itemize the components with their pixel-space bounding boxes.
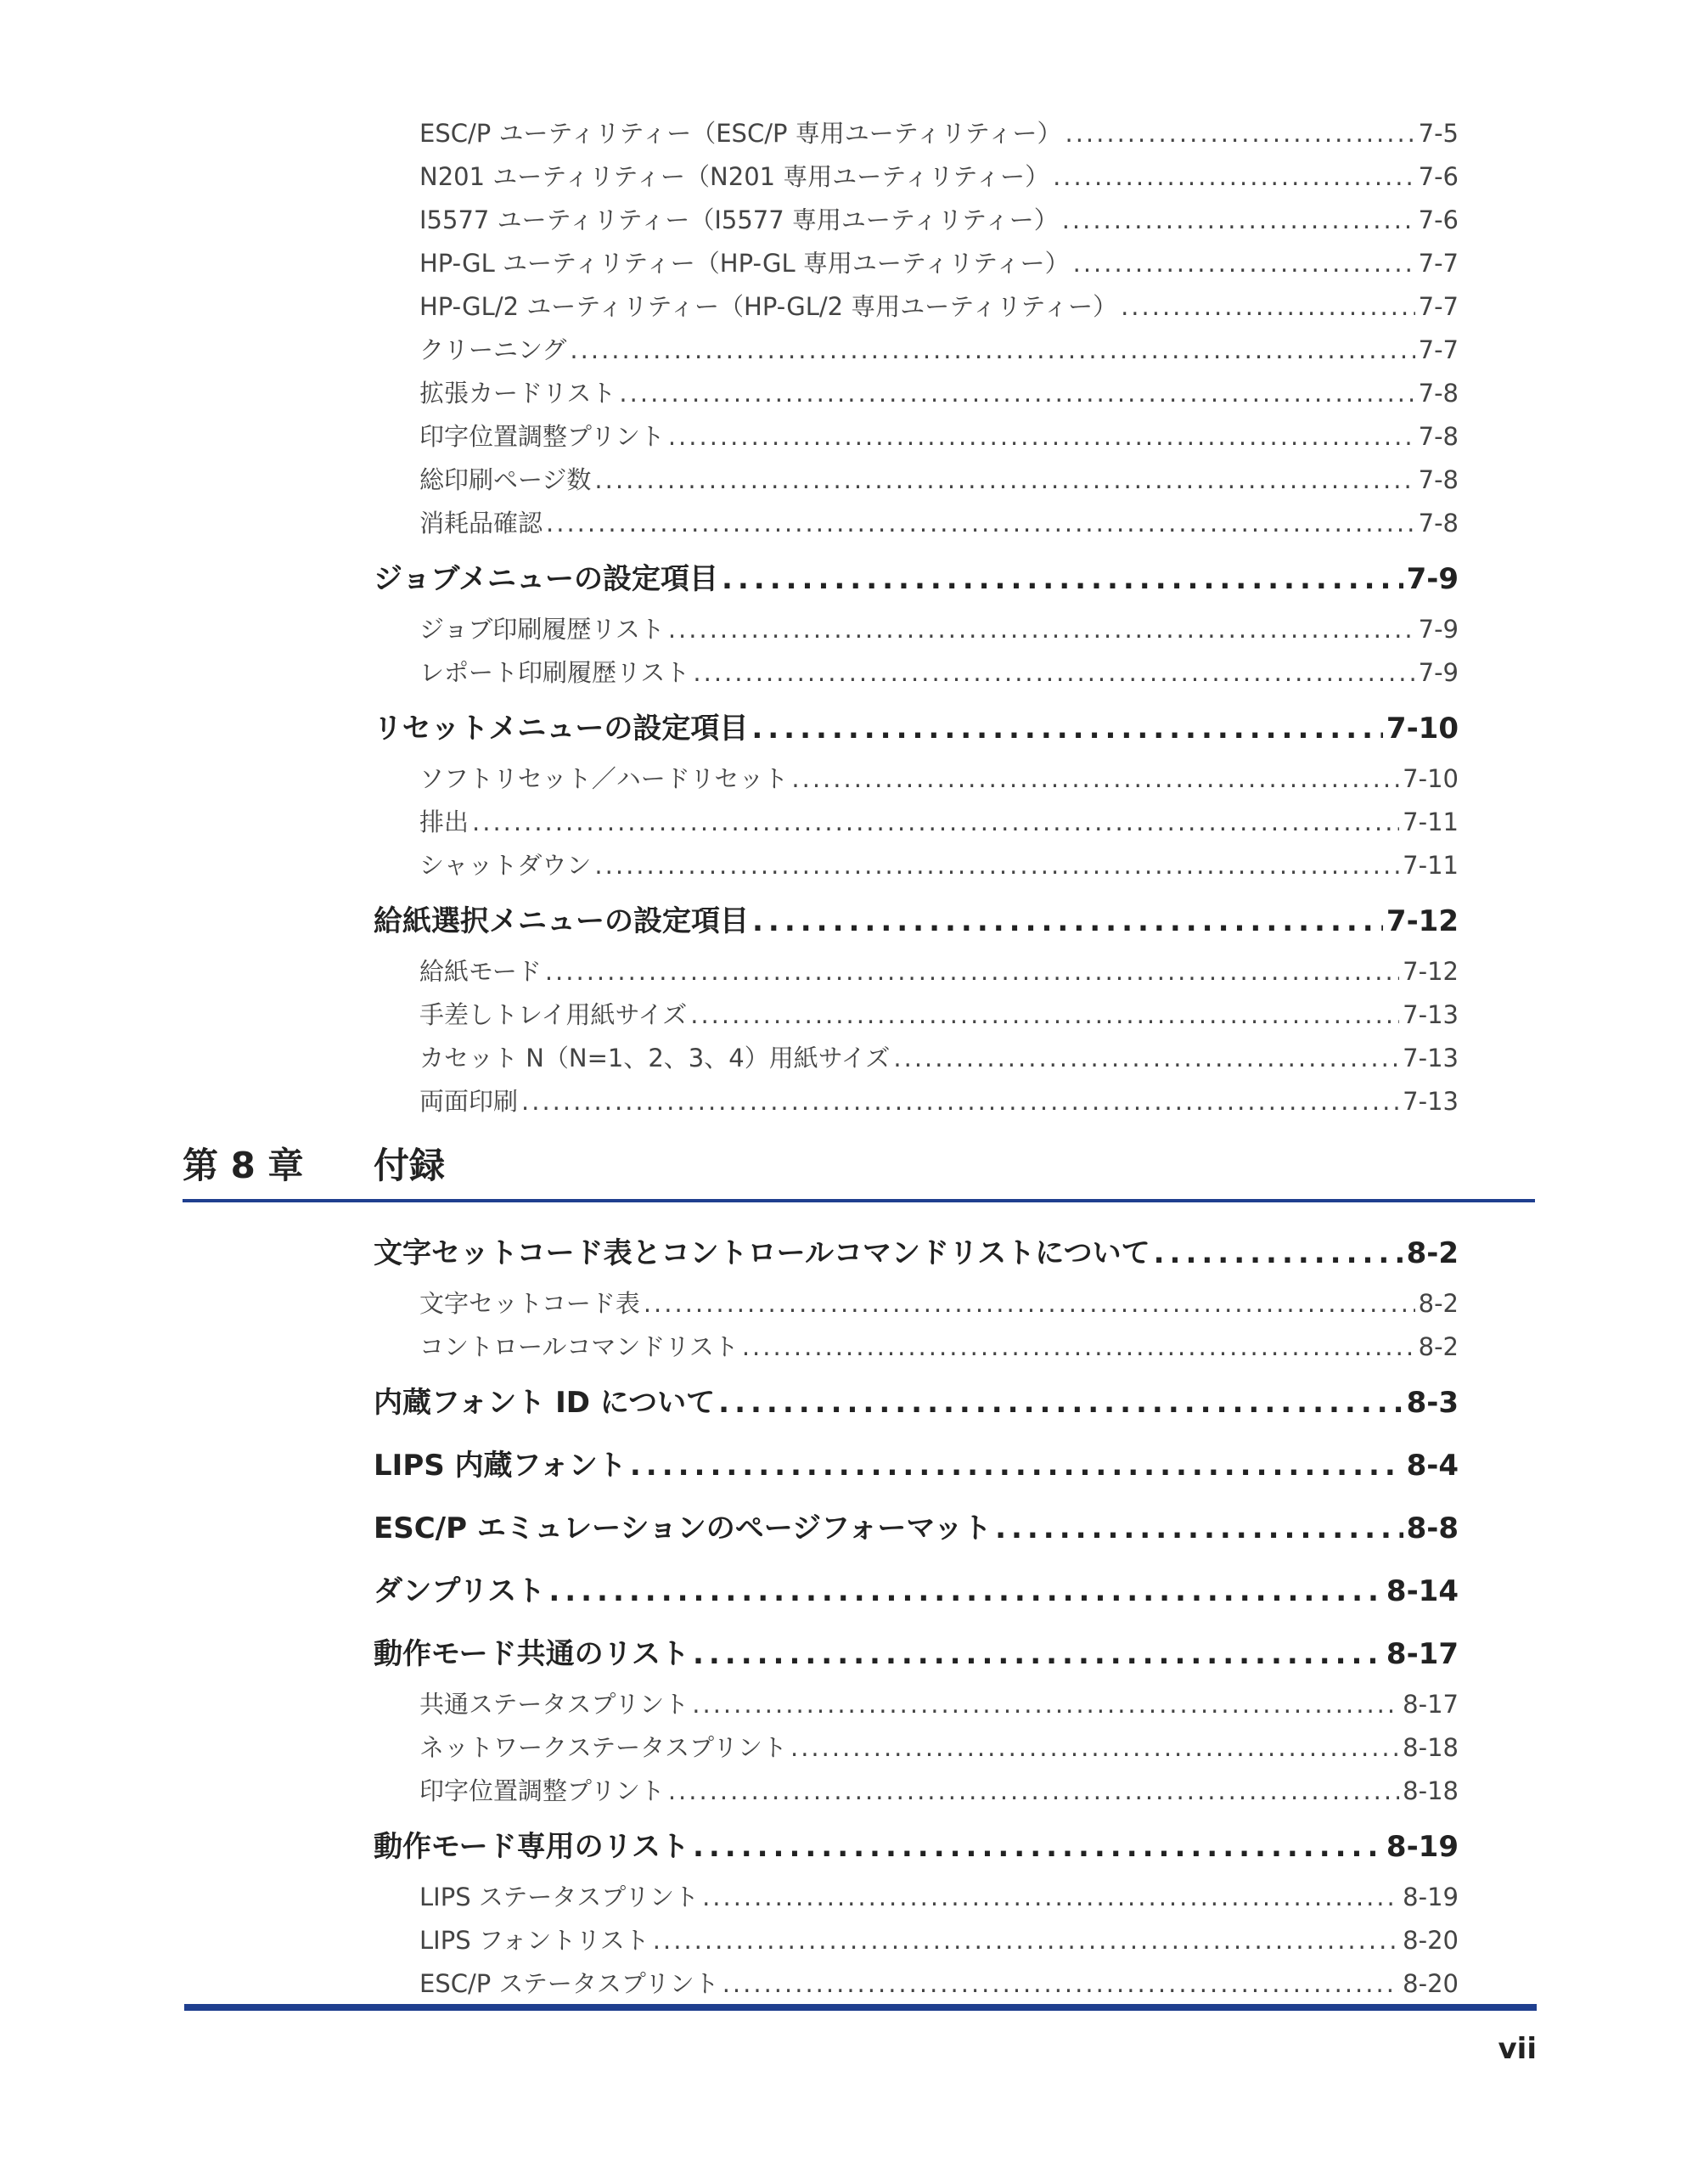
toc-subsection-entry[interactable] xyxy=(419,757,1459,801)
toc-subsection-entry[interactable] xyxy=(419,242,1459,285)
toc-entry-page: 7-7 xyxy=(1418,249,1459,278)
toc-subsection-entry[interactable] xyxy=(419,502,1459,545)
toc-entry-label: LIPS 内蔵フォント xyxy=(374,1449,627,1483)
toc-entry-page: 8-20 xyxy=(1403,1926,1459,1955)
toc-section-entry[interactable] xyxy=(374,892,1459,950)
dot-leader xyxy=(619,372,1414,415)
toc-subsection-entry[interactable] xyxy=(419,608,1459,651)
toc-subsection-entry[interactable] xyxy=(419,844,1459,887)
toc-entry-page: 7-7 xyxy=(1418,335,1459,364)
dot-leader xyxy=(521,1080,1399,1123)
dot-leader xyxy=(893,1037,1399,1080)
dot-leader xyxy=(546,502,1415,545)
dot-leader xyxy=(1121,285,1415,329)
toc-subsection-entry[interactable] xyxy=(419,1962,1459,2006)
toc-subsection-entry[interactable] xyxy=(419,1726,1459,1770)
toc-section-entry[interactable] xyxy=(374,1625,1459,1683)
dot-leader xyxy=(1065,112,1414,155)
dot-leader xyxy=(791,757,1399,801)
toc-entry-label: 動作モード共通のリスト xyxy=(374,1637,689,1671)
toc-entry-page: 8-3 xyxy=(1406,1386,1459,1420)
toc-entry-page: 7-6 xyxy=(1418,205,1459,234)
toc-entry-label: ダンプリスト xyxy=(374,1574,546,1608)
dot-leader xyxy=(653,1919,1399,1962)
toc-section-entry[interactable] xyxy=(374,550,1459,608)
toc-entry-page: 8-20 xyxy=(1403,1969,1459,1998)
toc-section-entry[interactable] xyxy=(374,1224,1459,1282)
toc-entry-page: 7-7 xyxy=(1418,292,1459,321)
dot-leader xyxy=(570,329,1414,372)
toc-subsection-entry[interactable] xyxy=(419,155,1459,199)
dot-leader xyxy=(702,1876,1399,1919)
toc-subsection-entry[interactable] xyxy=(419,199,1459,242)
toc-entry-page: 7-8 xyxy=(1418,465,1459,494)
toc-entry-label: 総印刷ページ数 xyxy=(419,465,592,494)
dot-leader xyxy=(1062,199,1415,242)
dot-leader xyxy=(692,1683,1399,1726)
dot-leader xyxy=(693,1818,1383,1876)
toc-entry-label: シャットダウン xyxy=(419,851,592,880)
dot-leader xyxy=(722,550,1403,608)
toc-entry-label: ソフトリセット／ハードリセット xyxy=(419,764,789,793)
toc-entry-label: コントロールコマンドリスト xyxy=(419,1332,739,1361)
toc-entry-label: 共通ステータスプリント xyxy=(419,1690,689,1719)
toc-entry-page: 8-2 xyxy=(1406,1236,1459,1270)
toc-section-entry[interactable] xyxy=(374,1374,1459,1432)
toc-subsection-entry[interactable] xyxy=(419,801,1459,844)
toc-entry-page: 7-13 xyxy=(1403,1000,1459,1029)
toc-entry-label: ESC/P ユーティリティー（ESC/P 専用ユーティリティー） xyxy=(419,119,1062,148)
toc-entry-page: 7-13 xyxy=(1403,1044,1459,1072)
dot-leader xyxy=(1053,155,1415,199)
toc-subsection-entry[interactable] xyxy=(419,1326,1459,1369)
dot-leader xyxy=(690,993,1399,1037)
toc-entry-label: ジョブメニューの設定項目 xyxy=(374,562,718,596)
dot-leader xyxy=(693,1625,1383,1683)
toc-entry-label: カセット N（N=1、2、3、4）用紙サイズ xyxy=(419,1044,891,1072)
dot-leader xyxy=(693,651,1414,695)
toc-subsection-entry[interactable] xyxy=(419,372,1459,415)
dot-leader xyxy=(752,892,1383,950)
toc-entry-label: 給紙モード xyxy=(419,957,542,986)
dot-leader xyxy=(668,608,1415,651)
toc-entry-label: I5577 ユーティリティー（I5577 専用ユーティリティー） xyxy=(419,205,1059,234)
footer-rule xyxy=(184,2004,1537,2011)
dot-leader xyxy=(548,1562,1383,1620)
toc-subsection-entry[interactable] xyxy=(419,112,1459,155)
toc-entry-page: 7-10 xyxy=(1386,712,1459,746)
toc-entry-page: 7-13 xyxy=(1403,1087,1459,1116)
dot-leader xyxy=(644,1282,1415,1326)
toc-subsection-entry[interactable] xyxy=(419,1876,1459,1919)
toc-subsection-entry[interactable] xyxy=(419,1037,1459,1080)
toc-entry-page: 8-18 xyxy=(1403,1776,1459,1805)
toc-entry-label: クリーニング xyxy=(419,335,567,364)
toc-entry-label: リセットメニューの設定項目 xyxy=(374,712,749,746)
dot-leader xyxy=(594,459,1414,502)
toc-entry-page: 7-9 xyxy=(1418,615,1459,644)
toc-entry-page: 7-12 xyxy=(1403,957,1459,986)
dot-leader xyxy=(1154,1224,1403,1282)
toc-entry-page: 8-4 xyxy=(1406,1449,1459,1483)
toc-entry-page: 7-12 xyxy=(1386,904,1459,938)
dot-leader xyxy=(668,415,1415,459)
toc-subsection-entry[interactable] xyxy=(419,415,1459,459)
toc-entry-page: 7-11 xyxy=(1403,851,1459,880)
toc-upper xyxy=(374,112,1459,1123)
toc-subsection-entry[interactable] xyxy=(419,285,1459,329)
toc-entry-page: 7-5 xyxy=(1418,119,1459,148)
toc-section-entry[interactable] xyxy=(374,1500,1459,1557)
dot-leader xyxy=(545,950,1399,993)
toc-entry-label: 印字位置調整プリント xyxy=(419,422,665,451)
toc-entry-page: 7-9 xyxy=(1418,658,1459,687)
toc-entry-label: HP-GL/2 ユーティリティー（HP-GL/2 専用ユーティリティー） xyxy=(419,292,1118,321)
dot-leader xyxy=(668,1770,1399,1813)
toc-section-entry[interactable] xyxy=(374,1818,1459,1876)
toc-entry-label: 消耗品確認 xyxy=(419,509,543,538)
toc-entry-page: 7-8 xyxy=(1418,379,1459,408)
toc-entry-page: 7-10 xyxy=(1403,764,1459,793)
toc-entry-page: 8-19 xyxy=(1386,1830,1459,1864)
toc-subsection-entry[interactable] xyxy=(419,1683,1459,1726)
toc-entry-label: 給紙選択メニューの設定項目 xyxy=(374,904,749,938)
toc-subsection-entry[interactable] xyxy=(419,1282,1459,1326)
toc-section-entry[interactable] xyxy=(374,1562,1459,1620)
toc-subsection-entry[interactable] xyxy=(419,1080,1459,1123)
toc-entry-label: HP-GL ユーティリティー（HP-GL 専用ユーティリティー） xyxy=(419,249,1070,278)
toc-entry-label: 拡張カードリスト xyxy=(419,379,616,408)
dot-leader xyxy=(472,801,1399,844)
toc-entry-page: 8-18 xyxy=(1403,1733,1459,1762)
toc-section-entry[interactable] xyxy=(374,1437,1459,1494)
dot-leader xyxy=(995,1500,1403,1557)
dot-leader xyxy=(1073,242,1415,285)
toc-entry-label: 動作モード専用のリスト xyxy=(374,1830,689,1864)
dot-leader xyxy=(722,1962,1399,2006)
toc-subsection-entry[interactable] xyxy=(419,329,1459,372)
toc-entry-page: 8-14 xyxy=(1386,1574,1459,1608)
toc-subsection-entry[interactable] xyxy=(419,950,1459,993)
toc-entry-label: 内蔵フォント ID について xyxy=(374,1386,716,1420)
toc-subsection-entry[interactable] xyxy=(419,459,1459,502)
toc-entry-page: 8-8 xyxy=(1406,1511,1459,1545)
toc-entry-label: N201 ユーティリティー（N201 専用ユーティリティー） xyxy=(419,162,1050,191)
toc-entry-label: ESC/P ステータスプリント xyxy=(419,1969,719,1998)
toc-entry-label: LIPS フォントリスト xyxy=(419,1926,649,1955)
page-number: vii xyxy=(1498,2032,1537,2066)
toc-entry-page: 7-8 xyxy=(1418,422,1459,451)
toc-section-entry[interactable] xyxy=(374,700,1459,757)
toc-entry-page: 8-17 xyxy=(1386,1637,1459,1671)
toc-entry-label: レポート印刷履歴リスト xyxy=(419,658,690,687)
dot-leader xyxy=(790,1726,1399,1770)
dot-leader xyxy=(751,700,1383,757)
dot-leader xyxy=(594,844,1399,887)
toc-entry-page: 8-19 xyxy=(1403,1883,1459,1911)
toc-entry-label: 文字セットコード表 xyxy=(419,1289,640,1318)
toc-entry-page: 8-17 xyxy=(1403,1690,1459,1719)
toc-entry-label: 手差しトレイ用紙サイズ xyxy=(419,1000,688,1029)
dot-leader xyxy=(718,1374,1403,1432)
toc-entry-label: ネットワークステータスプリント xyxy=(419,1733,787,1762)
chapter-title: 付録 xyxy=(374,1145,446,1186)
toc-entry-label: ESC/P エミュレーションのページフォーマット xyxy=(374,1511,992,1545)
toc-subsection-entry[interactable] xyxy=(419,1770,1459,1813)
toc-entry-label: 印字位置調整プリント xyxy=(419,1776,665,1805)
dot-leader xyxy=(742,1326,1415,1369)
chapter-number: 第 8 章 xyxy=(183,1145,304,1186)
dot-leader xyxy=(630,1437,1403,1494)
toc-lower xyxy=(374,1219,1459,2006)
toc-entry-page: 7-6 xyxy=(1418,162,1459,191)
toc-entry-label: 排出 xyxy=(419,808,469,836)
toc-entry-label: 両面印刷 xyxy=(419,1087,519,1116)
toc-entry-page: 7-11 xyxy=(1403,808,1459,836)
toc-entry-page: 7-9 xyxy=(1406,562,1459,596)
toc-subsection-entry[interactable] xyxy=(419,993,1459,1037)
toc-entry-label: 文字セットコード表とコントロールコマンドリストについて xyxy=(374,1236,1150,1270)
toc-entry-page: 8-2 xyxy=(1418,1332,1459,1361)
toc-subsection-entry[interactable] xyxy=(419,1919,1459,1962)
toc-entry-page: 8-2 xyxy=(1418,1289,1459,1318)
chapter-heading xyxy=(183,1138,1535,1202)
toc-entry-label: ジョブ印刷履歴リスト xyxy=(419,615,665,644)
toc-entry-label: LIPS ステータスプリント xyxy=(419,1883,700,1911)
toc-entry-page: 7-8 xyxy=(1418,509,1459,538)
toc-subsection-entry[interactable] xyxy=(419,651,1459,695)
